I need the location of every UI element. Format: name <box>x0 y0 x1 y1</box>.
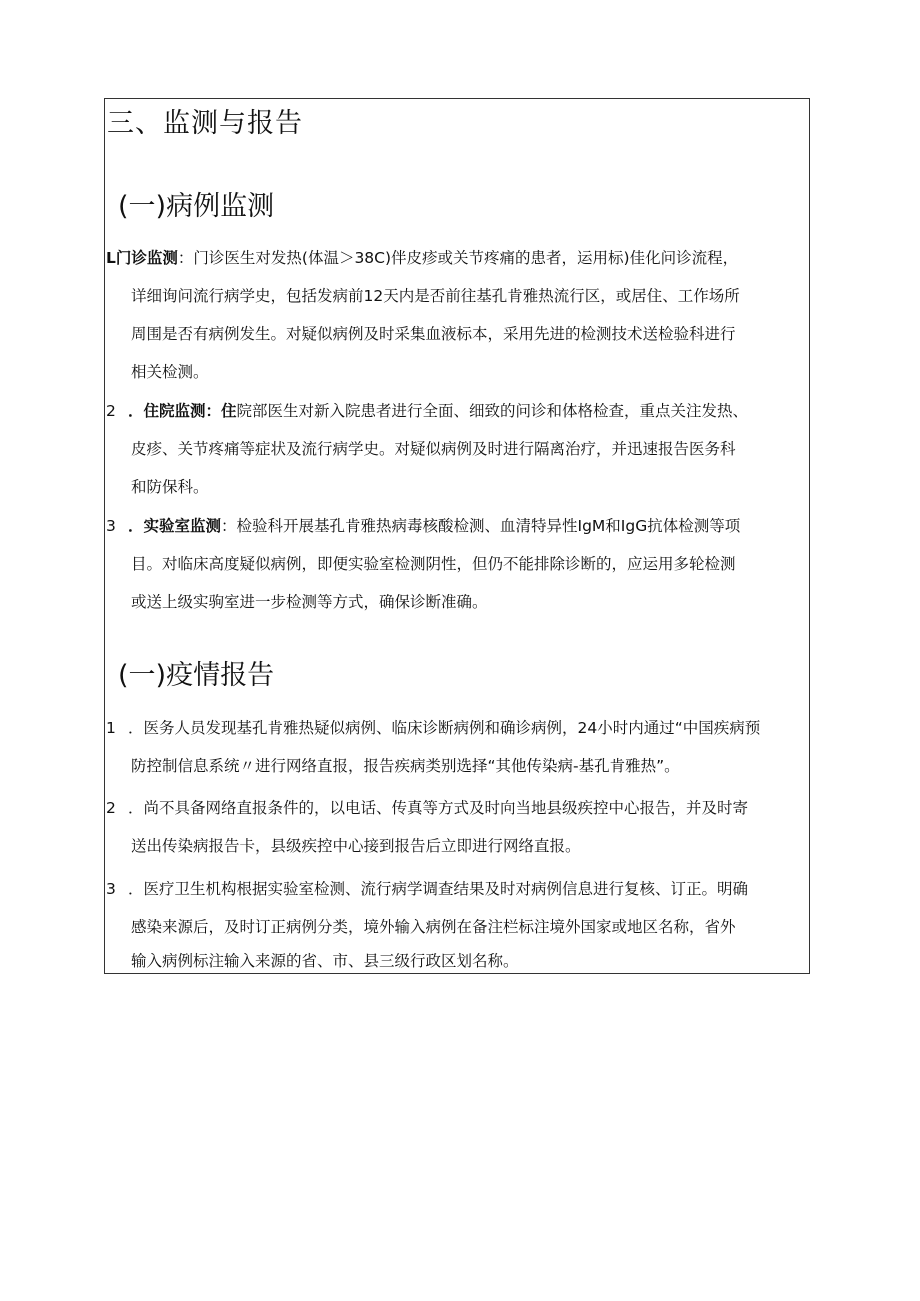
item-text: ：门诊医生对发热(体温＞38C)伴皮疹或关节疼痛的患者，运用标)佳化问诊流程， <box>177 249 739 267</box>
item-number: 3 <box>106 517 116 535</box>
section-title: 三、监测与报告 <box>107 108 303 139</box>
paragraph-line <box>106 509 740 543</box>
paragraph-line <box>106 394 748 428</box>
paragraph-line <box>106 791 748 825</box>
item-number: 2 <box>106 402 116 420</box>
paragraph-line: 防控制信息系统〃进行网络直报，报告疾病类别选择“其他传染病-基孔肯雅热”。 <box>131 757 680 775</box>
item-label: L门诊监测 <box>106 249 178 267</box>
item-text: 院部医生对新入院患者进行全面、细致的问诊和体格检查，重点关注发热、 <box>236 402 749 420</box>
paragraph-line: 输入病例标注输入来源的省、市、县三级行政区划名称。 <box>131 952 519 970</box>
paragraph-line: 和防保科。 <box>131 478 209 496</box>
paragraph-line <box>106 711 760 745</box>
paragraph-line: 皮疹、关节疼痛等症状及流行病学史。对疑似病例及时进行隔离治疗，并迅速报告医务科 <box>131 440 736 458</box>
item-text: ．医务人员发现基孔肯雅热疑似病例、临床诊断病例和确诊病例，24小时内通过“中国疾病预 <box>128 719 761 737</box>
case-monitoring-heading: (一)病例监测 <box>118 191 275 222</box>
item-number: 3 <box>106 880 116 898</box>
paragraph-line: 详细询问流行病学史，包括发病前12天内是否前往基孔肯雅热流行区，或居住、工作场所 <box>131 287 740 305</box>
paragraph-line: 感染来源后，及时订正病例分类，境外输入病例在备注栏标注境外国家或地区名称，省外 <box>131 918 736 936</box>
item-number: 2 <box>106 799 116 817</box>
item-text: ．医疗卫生机构根据实验室检测、流行病学调查结果及时对病例信息进行复核、订正。明确 <box>128 880 749 898</box>
paragraph-line: 目。对临床高度疑似病例，即便实验室检测阴性，但仍不能排除诊断的，应运用多轮检测 <box>131 555 736 573</box>
epidemic-report-heading: (一)疫情报告 <box>118 660 275 691</box>
paragraph-line: 或送上级实驹室进一步检测等方式，确保诊断准确。 <box>131 593 488 611</box>
paragraph-line: 周围是否有病例发生。对疑似病例及时采集血液标本，采用先进的检测技术送检验科进行 <box>131 325 736 343</box>
paragraph-line: 送出传染病报告卡，县级疾控中心接到报告后立即进行网络直报。 <box>131 837 581 855</box>
item-text: ．尚不具备网络直报条件的，以电话、传真等方式及时向当地县级疾控中心报告，并及时寄 <box>128 799 749 817</box>
item-label: ．实验室监测 <box>128 517 222 535</box>
item-text: ：检验科开展基孔肯雅热病毒核酸检测、血清特异性IgM和IgG抗体检测等项 <box>221 517 741 535</box>
paragraph-line <box>106 241 738 275</box>
item-number: 1 <box>106 719 116 737</box>
paragraph-line: 相关检测。 <box>131 363 209 381</box>
item-label: ．住院监测：住 <box>128 402 237 420</box>
paragraph-line <box>106 872 748 906</box>
